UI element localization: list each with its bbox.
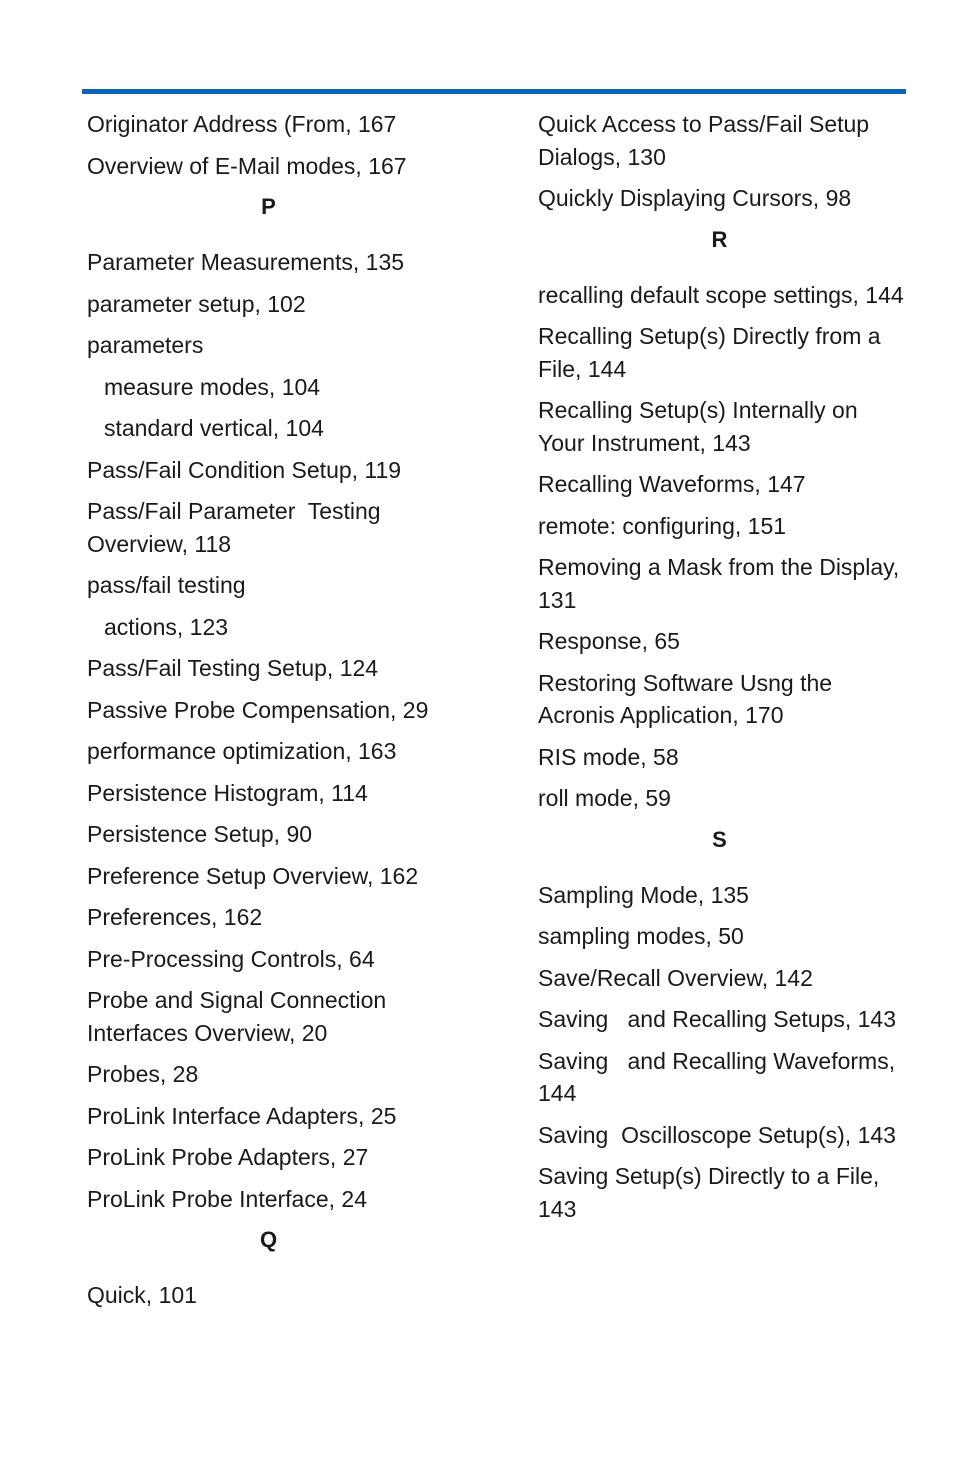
index-entry: Probe and Signal Connection Interfaces Overview, 20: [87, 987, 393, 1046]
index-entry: Restoring Software Usng the Acronis Application, 170: [538, 669, 838, 728]
index-entry: recalling default scope settings, 144: [538, 281, 904, 308]
index-entry: Recalling Setup(s) Internally on Your Instrument, 143: [538, 397, 864, 456]
index-entry: Sampling Mode, 135: [538, 881, 749, 908]
index-entry: Passive Probe Compensation, 29: [87, 696, 429, 723]
index-entry: remote: configuring, 151: [538, 512, 787, 539]
index-entry: Recalling Setup(s) Directly from a File, 144: [538, 323, 887, 382]
index-entry: Quickly Displaying Cursors, 98: [538, 185, 852, 211]
index-entry: RIS mode, 58: [538, 743, 679, 770]
index-entry: performance optimization, 163: [87, 738, 397, 764]
index-entry: Quick, 101: [87, 1282, 197, 1308]
index-entry: Saving and Recalling Waveforms, 144: [538, 1047, 902, 1106]
header-rule: [82, 89, 906, 94]
index-entry: Parameter Measurements, 135: [87, 249, 405, 275]
index-entry: Saving Setup(s) Directly to a File, 143: [538, 1163, 886, 1222]
index-entry: parameters: [87, 332, 204, 358]
index-entry: Persistence Setup, 90: [87, 821, 313, 847]
index-entry: Pass/Fail Condition Setup, 119: [87, 456, 402, 483]
index-entry: Persistence Histogram, 114: [87, 779, 368, 806]
index-section-letter: Q: [259, 1227, 278, 1252]
index-entry: Pass/Fail Testing Setup, 124: [87, 655, 379, 681]
index-column-left: [87, 108, 487, 1321]
index-entry: ProLink Probe Adapters, 27: [87, 1144, 369, 1170]
index-section-letter: R: [711, 226, 728, 252]
index-entry: Pass/Fail Parameter Testing Overview, 118: [87, 498, 387, 557]
index-entry: Originator Address (From, 167: [87, 111, 397, 137]
index-entry: sampling modes, 50: [538, 923, 744, 949]
index-column-right: [538, 108, 908, 1234]
index-section-letter: P: [261, 194, 276, 219]
index-entry: Pre-Processing Controls, 64: [87, 945, 375, 972]
index-entry: Removing a Mask from the Display, 131: [538, 554, 906, 613]
index-entry: pass/fail testing: [87, 572, 246, 598]
index-entry: Overview of E-Mail modes, 167: [87, 152, 407, 179]
index-subentry: measure modes, 104: [104, 373, 321, 400]
index-subentry: standard vertical, 104: [104, 415, 324, 441]
index-entry: Quick Access to Pass/Fail Setup Dialogs, 130: [538, 111, 876, 170]
index-subentry: actions, 123: [104, 613, 229, 640]
index-entry: roll mode, 59: [538, 785, 671, 811]
index-entry: Preferences, 162: [87, 904, 263, 930]
index-entry: Preference Setup Overview, 162: [87, 862, 419, 889]
index-entry: ProLink Probe Interface, 24: [87, 1185, 367, 1212]
index-entry: Saving and Recalling Setups, 143: [538, 1006, 897, 1032]
index-entry: ProLink Interface Adapters, 25: [87, 1102, 397, 1129]
index-entry: Response, 65: [538, 628, 680, 654]
index-entry: Save/Recall Overview, 142: [538, 964, 813, 991]
index-section-letter: S: [712, 826, 727, 852]
index-entry: Recalling Waveforms, 147: [538, 471, 806, 497]
index-entry: parameter setup, 102: [87, 290, 306, 317]
index-entry: Saving Oscilloscope Setup(s), 143: [538, 1121, 896, 1148]
index-entry: Probes, 28: [87, 1061, 199, 1087]
